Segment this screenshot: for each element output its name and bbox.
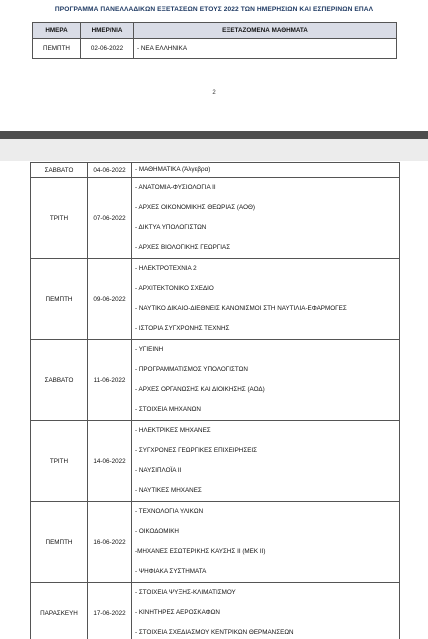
subject-item: - ΥΓΙΕΙΝΗ [135,346,164,353]
row-date: 14-06-2022 [88,421,132,502]
subject-item: - ΝΑΥΤΙΚΟ ΔΙΚΑΙΟ-ΔΙΕΘΝΕΙΣ ΚΑΝΟΝΙΣΜΟΙ ΣΤΗ ΝΑΥΤΙΛΙΑ-ΕΦΑΡΜΟΓΕΣ [135,305,347,312]
row-date: 02-06-2022 [81,39,134,59]
row-day: ΠΕΜΠΤΗ [31,502,88,583]
subject-item: - ΝΑΥΤΙΚΕΣ ΜΗΧΑΝΕΣ [135,487,202,494]
row-day: ΣΑΒΒΑΤΟ [31,340,88,421]
document-title: ΠΡΟΓΡΑΜΜΑ ΠΑΝΕΛΛΑΔΙΚΩΝ ΕΞΕΤΑΣΕΩΝ ΕΤΟΥΣ 2022 ΤΩΝ ΗΜΕΡΗΣΙΩΝ ΚΑΙ ΕΣΠΕΡΙΝΩΝ ΕΠΑΛ [54,6,374,13]
row-subjects [132,421,400,502]
header-date: ΗΜΕΡ/ΝΙΑ [81,23,134,39]
subject-item: - ΑΝΑΤΟΜΙΑ-ΦΥΣΙΟΛΟΓΙΑ ΙΙ [135,184,216,191]
row-date: 16-06-2022 [88,502,132,583]
row-day: ΠΕΜΠΤΗ [33,39,81,59]
subject-item: - ΑΡΧΕΣ ΒΙΟΛΟΓΙΚΗΣ ΓΕΩΡΓΙΑΣ [135,244,231,251]
table-row [33,39,397,59]
header-day: ΗΜΕΡΑ [33,23,81,39]
row-subjects [132,163,400,178]
subject-item: - ΤΕΧΝΟΛΟΓΙΑ ΥΛΙΚΩΝ [135,508,204,515]
table-row [31,421,400,502]
subject-item: - ΗΛΕΚΤΡΙΚΕΣ ΜΗΧΑΝΕΣ [135,427,211,434]
table-row [31,163,400,178]
row-day: ΠΑΡΑΣΚΕΥΗ [31,583,88,639]
table-row [31,502,400,583]
subject-item: - ΑΡΧΕΣ ΟΡΓΑΝΩΣΗΣ ΚΑΙ ΔΙΟΙΚΗΣΗΣ (ΑΟΔ) [135,386,265,393]
subject-item: - ΣΥΓΧΡΟΝΕΣ ΓΕΩΡΓΙΚΕΣ ΕΠΙΧΕΙΡΗΣΕΙΣ [135,447,258,454]
subject-item: - ΝΑΥΣΙΠΛΟΪΑ ΙΙ [135,467,182,474]
exam-schedule-table-page-1 [32,22,397,59]
row-day: ΤΡΙΤΗ [31,178,88,259]
row-date: 09-06-2022 [88,259,132,340]
row-day: ΠΕΜΠΤΗ [31,259,88,340]
row-date: 07-06-2022 [88,178,132,259]
page-break-bar [0,131,428,139]
row-date: 11-06-2022 [88,340,132,421]
subject-item: - ΜΑΘΗΜΑΤΙΚΑ (Άλγεβρα) [135,166,211,173]
page-gap [0,139,428,161]
subject-item: - ΠΡΟΓΡΑΜΜΑΤΙΣΜΟΣ ΥΠΟΛΟΓΙΣΤΩΝ [135,366,248,373]
subject-item: - ΚΙΝΗΤΗΡΕΣ ΑΕΡΟΣΚΑΦΩΝ [135,609,220,616]
header-subjects: ΕΞΕΤΑΖΟΜΕΝΑ ΜΑΘΗΜΑΤΑ [134,23,397,39]
subject-item: -ΜΗΧΑΝΕΣ ΕΣΩΤΕΡΙΚΗΣ ΚΑΥΣΗΣ ΙΙ (ΜΕΚ ΙΙ) [135,548,266,555]
row-subjects [132,583,400,639]
row-subjects [132,178,400,259]
row-date: 04-06-2022 [88,163,132,178]
subject-item: - ΟΙΚΟΔΟΜΙΚΗ [135,528,179,535]
row-day: ΣΑΒΒΑΤΟ [31,163,88,178]
table-row [31,583,400,639]
subject-item: - ΔΙΚΤΥΑ ΥΠΟΛΟΓΙΣΤΩΝ [135,224,207,231]
row-date: 17-06-2022 [88,583,132,639]
table-row [31,340,400,421]
exam-schedule-table-page-2 [30,162,400,639]
subject-item: - ΣΤΟΙΧΕΙΑ ΨΥΞΗΣ-ΚΛΙΜΑΤΙΣΜΟΥ [135,589,236,596]
table-row [31,178,400,259]
row-subjects [132,259,400,340]
subject-item: - ΑΡΧΙΤΕΚΤΟΝΙΚΟ ΣΧΕΔΙΟ [135,285,214,292]
row-subjects [132,340,400,421]
table-header-row [33,23,397,39]
row-subject: - ΝΕΑ ΕΛΛΗΝΙΚΑ [134,39,397,59]
row-day: ΤΡΙΤΗ [31,421,88,502]
subject-item: - ΗΛΕΚΤΡΟΤΕΧΝΙΑ 2 [135,265,197,272]
subject-item: - ΨΗΦΙΑΚΑ ΣΥΣΤΗΜΑΤΑ [135,568,207,575]
subject-item: - ΙΣΤΟΡΙΑ ΣΥΓΧΡΟΝΗΣ ΤΕΧΝΗΣ [135,325,230,332]
subject-item: - ΣΤΟΙΧΕΙΑ ΣΧΕΔΙΑΣΜΟΥ ΚΕΝΤΡΙΚΩΝ ΘΕΡΜΑΝΣΕΩΝ [135,629,294,636]
subject-item: - ΑΡΧΕΣ ΟΙΚΟΝΟΜΙΚΗΣ ΘΕΩΡΙΑΣ (ΑΟΘ) [135,204,255,211]
table-row [31,259,400,340]
page-number: 2 [212,90,216,96]
row-subjects [132,502,400,583]
subject-item: - ΣΤΟΙΧΕΙΑ ΜΗΧΑΝΩΝ [135,406,201,413]
